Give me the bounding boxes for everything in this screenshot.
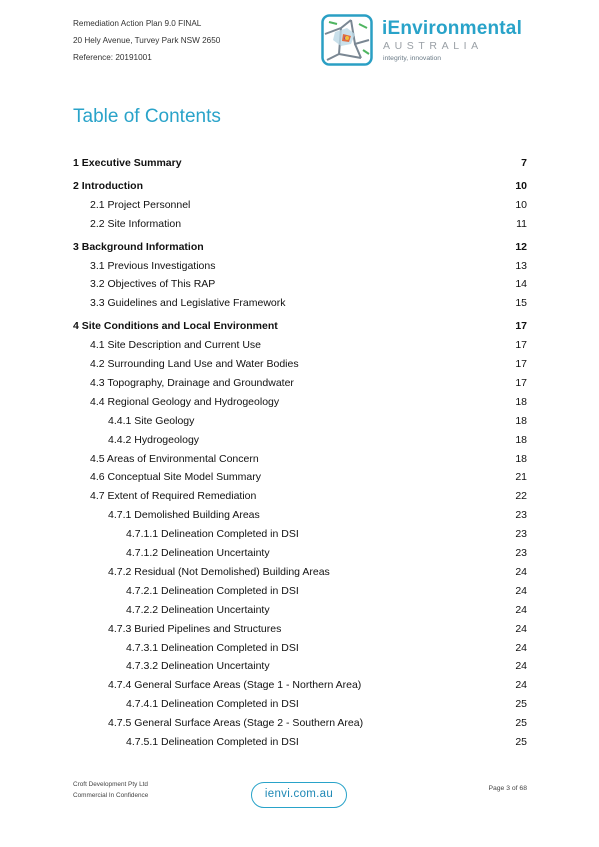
toc-entry[interactable] xyxy=(73,275,527,293)
toc-entry-page: 17 xyxy=(515,376,527,389)
toc-entry-title: 2.1 Project Personnel xyxy=(90,198,191,211)
company-logo xyxy=(321,14,521,70)
toc-entry-page: 24 xyxy=(515,679,527,692)
toc-entry-title: 4.7.4 General Surface Areas (Stage 1 - Northern Area) xyxy=(108,679,362,692)
toc-entry-page: 21 xyxy=(515,471,527,484)
toc-entry-page: 24 xyxy=(515,603,527,616)
site-address: 20 Hely Avenue, Turvey Park NSW 2650 xyxy=(73,36,221,45)
toc-entry-title: 4.7.5.1 Delineation Completed in DSI xyxy=(126,736,299,748)
toc-entry-title: 3.3 Guidelines and Legislative Framework xyxy=(90,297,286,310)
toc-entry[interactable] xyxy=(73,695,527,713)
website-badge: ienvi.com.au xyxy=(251,782,347,808)
toc-entry[interactable] xyxy=(73,468,527,486)
footer-confidential: Commercial In Confidence xyxy=(73,791,149,799)
toc-entry[interactable] xyxy=(73,487,527,505)
toc-entry-title: 2 Introduction xyxy=(73,179,143,192)
toc-entry-title: 4.7.3.2 Delineation Uncertainty xyxy=(126,660,270,673)
toc-entry-title: 4.7.5 General Surface Areas (Stage 2 - Southern Area) xyxy=(108,717,364,730)
toc-entry-page: 23 xyxy=(515,547,527,559)
toc-entry-page: 15 xyxy=(515,297,527,310)
toc-entry[interactable] xyxy=(73,215,527,233)
toc-entry-title: 3 Background Information xyxy=(73,240,204,253)
toc-entry-page: 23 xyxy=(515,509,527,522)
toc-entry-page: 10 xyxy=(515,179,527,192)
header-meta xyxy=(73,15,220,66)
toc-entry-page: 18 xyxy=(515,395,527,408)
toc-entry[interactable] xyxy=(73,412,527,430)
toc-entry[interactable] xyxy=(73,506,527,524)
toc-entry-page: 12 xyxy=(515,240,527,253)
toc-entry-title: 4.7 Extent of Required Remediation xyxy=(90,490,257,503)
toc-entry-page: 24 xyxy=(515,584,527,597)
toc-entry-page: 25 xyxy=(515,736,527,748)
toc-entry-page: 18 xyxy=(515,414,527,427)
toc-entry-title: 4 Site Conditions and Local Environment xyxy=(73,320,278,333)
toc-entry-page: 25 xyxy=(515,698,527,711)
toc-entry-page: 17 xyxy=(515,320,527,333)
toc-entry-page: 11 xyxy=(516,217,527,230)
toc-entry[interactable] xyxy=(73,733,527,751)
map-logo-icon xyxy=(321,14,373,66)
toc-entry-page: 25 xyxy=(515,717,527,730)
toc-entry[interactable] xyxy=(73,355,527,373)
toc-entry-title: 4.4.2 Hydrogeology xyxy=(108,433,200,446)
toc-entry[interactable] xyxy=(73,563,527,581)
toc-entry-title: 4.5 Areas of Environmental Concern xyxy=(90,452,259,465)
toc-entry[interactable] xyxy=(73,431,527,449)
toc-entry-title: 2.2 Site Information xyxy=(90,217,182,230)
page-title: Table of Contents xyxy=(73,106,221,127)
toc-entry-title: 4.7.4.1 Delineation Completed in DSI xyxy=(126,698,299,711)
toc-entry[interactable] xyxy=(73,639,527,657)
logo-tagline: integrity, innovation xyxy=(383,55,442,62)
toc-entry-title: 3.2 Objectives of This RAP xyxy=(90,278,216,291)
toc-entry-title: 4.6 Conceptual Site Model Summary xyxy=(90,471,261,484)
toc-entry-page: 7 xyxy=(521,157,527,169)
toc-entry-title: 4.7.2.1 Delineation Completed in DSI xyxy=(126,584,299,597)
reference-number: Reference: 20191001 xyxy=(73,53,152,62)
toc-entry-page: 24 xyxy=(515,565,527,578)
toc-entry-title: 4.1 Site Description and Current Use xyxy=(90,339,261,352)
toc-entry-title: 4.4.1 Site Geology xyxy=(108,414,195,427)
footer-company: Croft Development Pty Ltd xyxy=(73,781,148,788)
logo-name: iEnvironmental xyxy=(382,18,523,39)
toc-entry[interactable] xyxy=(73,196,527,214)
toc-entry-title: 4.7.1.1 Delineation Completed in DSI xyxy=(126,528,299,541)
toc-entry[interactable] xyxy=(73,582,527,600)
toc-entry-page: 22 xyxy=(515,490,527,503)
toc-entry-page: 18 xyxy=(515,433,527,446)
toc-entry-page: 24 xyxy=(515,641,527,654)
toc-entry-page: 14 xyxy=(515,278,527,291)
toc-entry-page: 10 xyxy=(515,198,527,211)
toc-entry[interactable] xyxy=(73,676,527,694)
toc-entry-title: 3.1 Previous Investigations xyxy=(90,259,216,272)
toc-entry-title: 4.7.2 Residual (Not Demolished) Building Areas xyxy=(108,565,330,578)
toc-entry-title: 4.4 Regional Geology and Hydrogeology xyxy=(90,395,280,408)
toc-entry-page: 23 xyxy=(515,528,527,541)
toc-entry-page: 17 xyxy=(515,339,527,352)
toc-entry[interactable] xyxy=(73,336,527,354)
footer-left xyxy=(73,780,148,801)
toc-entry[interactable] xyxy=(73,601,527,619)
toc-entry[interactable] xyxy=(73,393,527,411)
toc-entry-title: 4.7.3 Buried Pipelines and Structures xyxy=(108,622,282,635)
toc-entry-page: 24 xyxy=(515,660,527,673)
toc-entry[interactable] xyxy=(73,374,527,392)
toc-entry[interactable] xyxy=(73,657,527,675)
toc-entry-title: 4.7.3.1 Delineation Completed in DSI xyxy=(126,641,299,654)
toc-entry[interactable] xyxy=(73,294,527,312)
toc-entry[interactable] xyxy=(73,544,527,562)
toc-entry-page: 17 xyxy=(515,358,527,370)
toc-entry[interactable] xyxy=(73,177,527,195)
toc-entry[interactable] xyxy=(73,317,527,335)
toc-entry-page: 18 xyxy=(515,452,527,465)
page-number: Page 3 of 68 xyxy=(488,785,527,792)
doc-title: Remediation Action Plan 9.0 FINAL xyxy=(73,19,202,28)
toc-entry[interactable] xyxy=(73,450,527,468)
toc-entry-title: 4.7.1.2 Delineation Uncertainty xyxy=(126,547,270,559)
logo-country: AUSTRALIA xyxy=(383,40,483,52)
toc-entry[interactable] xyxy=(73,525,527,543)
toc-entry-page: 13 xyxy=(515,259,527,272)
toc-entry[interactable] xyxy=(73,257,527,275)
toc-entry[interactable] xyxy=(73,714,527,732)
toc-entry-title: 1 Executive Summary xyxy=(73,157,182,169)
toc-entry[interactable] xyxy=(73,620,527,638)
toc-entry-title: 4.2 Surrounding Land Use and Water Bodies xyxy=(90,358,299,370)
toc-entry[interactable] xyxy=(73,238,527,256)
toc-entry-page: 24 xyxy=(515,622,527,635)
toc-entry-title: 4.7.2.2 Delineation Uncertainty xyxy=(126,603,270,616)
toc-entry-title: 4.3 Topography, Drainage and Groundwater xyxy=(90,376,294,389)
toc-entry-title: 4.7.1 Demolished Building Areas xyxy=(108,509,260,522)
toc-entry[interactable] xyxy=(73,154,527,172)
